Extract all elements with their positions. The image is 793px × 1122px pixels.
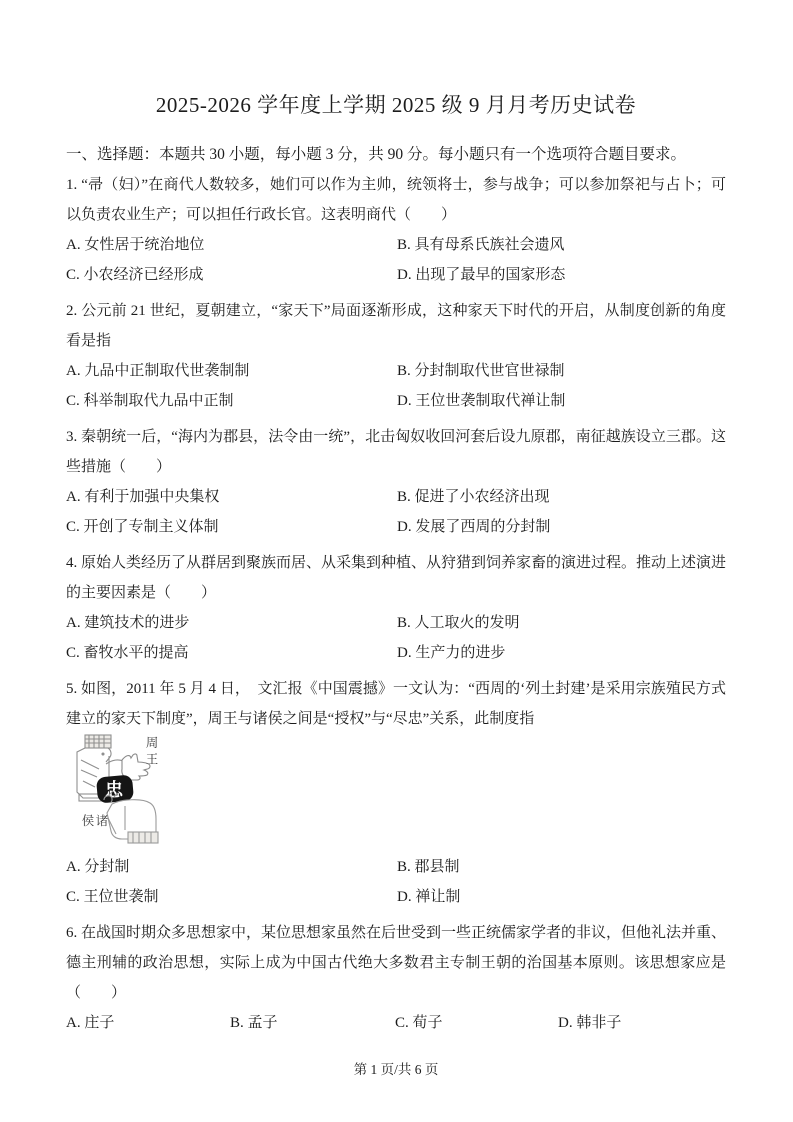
- page-number: 第 1 页/共 6 页: [353, 1062, 439, 1077]
- question-1-option-c: C. 小农经济已经形成: [66, 267, 204, 283]
- question-5-option-a: A. 分封制: [66, 859, 130, 875]
- question-4-options: [66, 608, 726, 668]
- question-5: [66, 674, 726, 912]
- page-title: 2025-2026 学年度上学期 2025 级 9 月月考历史试卷: [155, 93, 637, 117]
- figure-vassal-sketch: [104, 791, 158, 843]
- question-2-option-b: B. 分封制取代世官世禄制: [397, 363, 565, 379]
- question-4-option-d: D. 生产力的进步: [397, 645, 506, 661]
- question-5-figure: [70, 734, 240, 846]
- question-3-stem: 3. 秦朝统一后，“海内为郡县，法令由一统”，北击匈奴收回河套后设九原郡，南征越族设立三郡。这些措施（ ）: [66, 429, 726, 475]
- question-3-option-b: B. 促进了小农经济出现: [397, 489, 550, 505]
- question-4-option-b: B. 人工取火的发明: [397, 615, 520, 631]
- question-5-options: [66, 852, 726, 912]
- loyalty-seal: [96, 774, 134, 803]
- question-5-stem: 5. 如图，2011 年 5 月 4 日， 文汇报《中国震撼》一文认为：“西周的‘列土封建’是采用宗族殖民方式建立的家天下制度”，周王与诸侯之间是“授权”与“尽忠”关系，此制度指: [66, 681, 726, 727]
- question-5-option-b: B. 郡县制: [397, 859, 460, 875]
- question-6-options: [66, 1008, 726, 1038]
- question-3-option-a: A. 有利于加强中央集权: [66, 489, 220, 505]
- figure-vassal-label: 诸侯: [80, 814, 108, 831]
- question-4-option-c: C. 畜牧水平的提高: [66, 645, 189, 661]
- question-4: [66, 548, 726, 668]
- question-1-stem: 1. “帚（妇）”在商代人数较多，她们可以作为主帅，统领将士，参与战争；可以参加祭祀与占卜；可以负责农业生产；可以担任行政长官。这表明商代（ ）: [66, 177, 726, 223]
- question-2-options: [66, 356, 726, 416]
- question-3-option-c: C. 开创了专制主义体制: [66, 519, 219, 535]
- question-3-options: [66, 482, 726, 542]
- question-6-option-c: C. 荀子: [395, 1015, 443, 1031]
- question-4-stem: 4. 原始人类经历了从群居到聚族而居、从采集到种植、从狩猎到饲养家畜的演进过程。推动上述演进的主要因素是（ ）: [66, 555, 727, 601]
- question-6-option-d: D. 韩非子: [558, 1015, 622, 1031]
- question-1-options: [66, 230, 726, 290]
- question-2-option-d: D. 王位世袭制取代禅让制: [397, 393, 566, 409]
- question-2-option-a: A. 九品中正制取代世袭制制: [66, 363, 250, 379]
- question-3: [66, 422, 726, 542]
- question-1-option-a: A. 女性居于统治地位: [66, 237, 205, 253]
- question-1-option-d: D. 出现了最早的国家形态: [397, 267, 566, 283]
- question-2: [66, 296, 726, 416]
- loyalty-seal-character: 忠: [105, 780, 123, 800]
- question-5-option-d: D. 禅让制: [397, 889, 461, 905]
- question-1-option-b: B. 具有母系氏族社会遗风: [397, 237, 565, 253]
- section-header: 一、选择题：本题共 30 小题，每小题 3 分，共 90 分。每小题只有一个选项符合题目要求。: [66, 146, 687, 163]
- question-3-option-d: D. 发展了西周的分封制: [397, 519, 551, 535]
- figure-king-label: 周王: [144, 736, 158, 769]
- question-6-option-b: B. 孟子: [230, 1015, 278, 1031]
- question-6: [66, 918, 726, 1038]
- question-4-option-a: A. 建筑技术的进步: [66, 615, 190, 631]
- question-6-option-a: A. 庄子: [66, 1015, 115, 1031]
- question-2-stem: 2. 公元前 21 世纪，夏朝建立，“家天下”局面逐渐形成，这种家天下时代的开启，从制度创新的角度看是指: [66, 303, 726, 349]
- question-2-option-c: C. 科举制取代九品中正制: [66, 393, 234, 409]
- question-1: [66, 170, 726, 290]
- question-6-stem: 6. 在战国时期众多思想家中，某位思想家虽然在后世受到一些正统儒家学者的非议，但他礼法并重、德主刑辅的政治思想，实际上成为中国古代绝大多数君主专制王朝的治国基本原则。该思想家应是（ ）: [66, 925, 727, 1001]
- question-5-option-c: C. 王位世袭制: [66, 889, 159, 905]
